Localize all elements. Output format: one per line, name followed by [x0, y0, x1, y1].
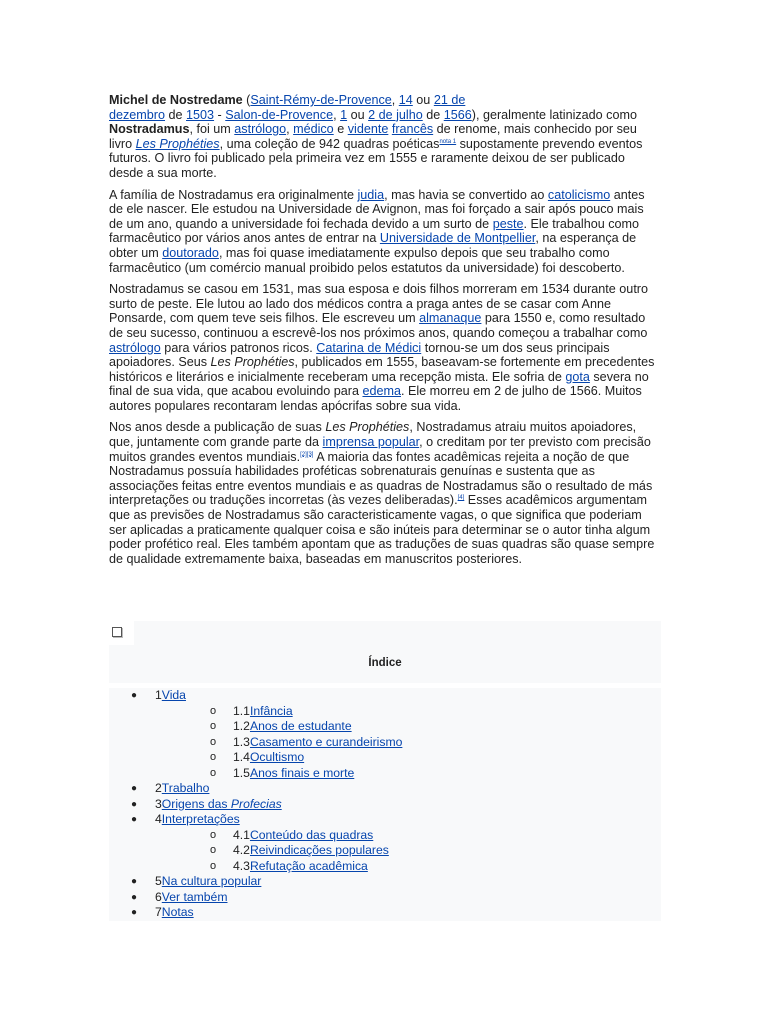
toc-item-label[interactable]	[250, 843, 389, 857]
toc-item-number	[233, 735, 402, 751]
nostradamus-bold: Nostradamus	[109, 122, 190, 137]
toc-item-label[interactable]	[250, 750, 304, 764]
toc-item-number	[155, 688, 186, 704]
toc-item[interactable]	[109, 828, 661, 844]
article-body	[109, 93, 661, 573]
toc-item-number	[233, 704, 293, 720]
toc-item-label[interactable]	[162, 688, 186, 702]
toc-bullet: o	[210, 859, 217, 872]
toc-item[interactable]	[109, 797, 661, 813]
toc-label-text: Reivindicações populares	[249, 843, 389, 857]
toc-label-text: Origens das	[161, 796, 231, 811]
toc-label-text: Na cultura popular	[161, 874, 262, 888]
link-vidente[interactable]: vidente	[347, 122, 389, 137]
link-catarina[interactable]: Catarina de Médici	[316, 340, 422, 355]
toc-item[interactable]	[109, 874, 661, 890]
toc-number: 2	[155, 781, 162, 795]
toc-item-number	[155, 781, 209, 797]
footnote-2-3[interactable]: [2][3]	[300, 451, 314, 458]
footnote-nota-1[interactable]: nota 1	[439, 138, 457, 145]
link-doutorado[interactable]: doutorado	[162, 245, 219, 260]
text: , Nostradamus atraiu muitos apoiadores, que, juntamente com grande parte da	[109, 420, 637, 450]
text: A maioria das fontes acadêmicas rejeita a noção de que Nostradamus possuía habilidades proféticas sobrenaturais genuínas e sustenta que as associações feitas entre eventos mundiais e as quadras de Nostradamus são o resultado de más interpretações ou traduções incorretas (às vezes deliberadas).	[109, 449, 653, 508]
toc-item-number	[233, 843, 389, 859]
text: de renome, mais conhecido por seu livro	[109, 122, 637, 151]
toc-item[interactable]	[109, 781, 661, 797]
text: tornou-se um dos seus principais apoiadores. Seus	[109, 340, 610, 370]
toc-number: 3	[155, 796, 162, 811]
text: . Ele trabalhou como farmacêutico por vários anos antes de entrar na	[109, 216, 640, 246]
toc-label-text: Refutação acadêmica	[249, 858, 368, 873]
link-14[interactable]: 14	[398, 93, 413, 107]
text: Nostradamus se casou em 1531, mas sua esposa e dois filhos morreram em 1534 durante outro surto de peste. Ele lutou ao lado dos médicos contra a praga antes de se casar com Anne Ponsarde, com quem teve seis filhos. Ele escreveu um	[109, 282, 649, 326]
toc-label-text: Notas	[161, 905, 194, 919]
link-dezembro[interactable]: dezembro	[109, 107, 166, 122]
toc-label-text: Ver também	[161, 889, 228, 904]
toc-number: 4.1	[233, 827, 250, 842]
text: supostamente prevendo eventos futuros. O livro foi publicado pela primeira vez em 1555 e raramente deixou de ser publicado desde a sua morte.	[109, 136, 643, 180]
toc-item-label[interactable]	[250, 828, 373, 842]
link-peste[interactable]: peste	[492, 216, 524, 231]
toc-item-label[interactable]	[162, 797, 282, 811]
toc-label-italic: Profecias	[230, 796, 282, 811]
link-1503[interactable]: 1503	[186, 107, 215, 122]
toc-item[interactable]	[109, 812, 661, 828]
italic-title: Les Prophéties	[210, 355, 295, 370]
toc-number: 7	[155, 905, 162, 919]
subject-name: Michel de Nostredame	[109, 93, 243, 107]
toc-label-text: Interpretações	[161, 812, 240, 826]
toc-item-number	[233, 766, 354, 782]
link-saint-remy[interactable]: Saint-Rémy-de-Provence	[250, 93, 392, 107]
text: , foi um	[189, 122, 235, 137]
toc-label-text: Conteúdo das quadras	[249, 827, 374, 842]
toc-number: 1.1	[233, 703, 250, 718]
text: severa no final de sua vida, que acabou evoluindo para	[109, 369, 649, 399]
paragraph-family	[109, 188, 661, 276]
toc-number: 4.3	[233, 858, 250, 873]
text: -	[214, 107, 226, 122]
toc-header	[109, 645, 661, 683]
text: ou	[412, 93, 434, 107]
toc-bullet: ●	[131, 907, 138, 918]
toc-bullet: ●	[131, 798, 138, 810]
text: A família de Nostradamus era originalmente	[109, 187, 358, 202]
text: ,	[286, 122, 294, 137]
toc-item-number	[155, 874, 261, 890]
text: de	[165, 107, 187, 122]
toc-item-label[interactable]	[250, 704, 293, 718]
link-les-propheties[interactable]: Les Prophéties	[135, 136, 220, 151]
toc-item-label[interactable]	[250, 735, 402, 749]
toc-item-label[interactable]	[162, 781, 210, 795]
link-medico[interactable]: médico	[293, 122, 334, 137]
toc-item-label[interactable]	[250, 766, 354, 780]
toc-bullet: o	[210, 751, 217, 763]
toc-toggle-checkbox[interactable]	[112, 627, 122, 637]
text: . Ele morreu em 2 de julho de 1566. Muitos autores populares recontaram lendas apócrifas sobre sua vida.	[109, 384, 642, 413]
text: ou	[347, 107, 369, 122]
toc-item[interactable]	[109, 704, 661, 720]
link-frances[interactable]: francês	[391, 122, 434, 137]
toc-bullet: ●	[131, 814, 138, 825]
toc-item[interactable]	[109, 735, 661, 751]
text: , uma coleção de 942 quadras poéticas	[219, 136, 440, 151]
link-astrologo-2[interactable]: astrólogo	[109, 340, 161, 355]
link-gota[interactable]: gota	[565, 369, 590, 384]
toc-label-text: Anos de estudante	[249, 719, 352, 733]
toc-number: 4	[155, 812, 162, 826]
footnote-4[interactable]: [4]	[457, 495, 465, 502]
toc-item-number	[155, 797, 282, 813]
link-judia[interactable]: judia	[357, 187, 385, 202]
toc-label-text: Vida	[161, 688, 186, 702]
toc-bullet: ●	[131, 891, 138, 903]
toc-number: 6	[155, 889, 162, 904]
toc-label-text: Infância	[249, 703, 293, 718]
toc-item-label[interactable]	[162, 905, 194, 919]
text: (	[242, 93, 251, 107]
toc-item[interactable]	[109, 766, 661, 782]
link-imprensa-popular[interactable]: imprensa popular	[322, 435, 420, 450]
toc-toggle-row	[109, 621, 661, 645]
toc-bullet: ●	[131, 783, 138, 794]
toc-bullet: o	[210, 735, 217, 748]
toc-number: 1	[155, 688, 162, 702]
toc-bullet: ●	[131, 690, 138, 701]
toc-number: 1.4	[233, 750, 250, 764]
link-2-de-julho[interactable]: 2 de julho	[368, 107, 423, 122]
toc-label-text: Ocultismo	[249, 750, 305, 764]
link-catolicismo[interactable]: catolicismo	[547, 187, 611, 202]
toc-bullet: ●	[131, 876, 138, 887]
link-1[interactable]: 1	[340, 107, 348, 122]
toc-item-label[interactable]	[250, 859, 368, 873]
toc-number: 1.2	[233, 719, 250, 733]
toc-item-number	[233, 859, 368, 875]
toc-item[interactable]	[109, 688, 661, 704]
toc-item[interactable]	[109, 905, 661, 921]
link-montpellier[interactable]: Universidade de Montpellier	[379, 231, 536, 246]
link-almanaque[interactable]: almanaque	[419, 311, 482, 326]
toc-bullet: o	[210, 766, 217, 779]
paragraph-legacy	[109, 420, 661, 566]
toc-item-label[interactable]	[162, 890, 228, 904]
link-21-de[interactable]: 21 de	[433, 93, 466, 107]
toc-label-text: Casamento e curandeirismo	[249, 734, 403, 749]
text: para 1550 e, como resultado de seu sucesso, continuou a escrevê-los nos próximos anos, quando começou a trabalhar como	[109, 311, 648, 340]
text: , na esperança de obter um	[109, 231, 637, 260]
text: ), geralmente latinizado como	[471, 107, 637, 122]
text: , mas foi quase imediatamente expulso depois que seu trabalho como farmacêutico (um comércio manual proibido pelos estatutos da universidade) foi descoberto.	[109, 245, 625, 275]
text: antes de ele nascer. Ele estudou na Universidade de Avignon, mas foi forçado a sair após pouco mais de um ano, quando a universidade foi fechada devido a um surto de	[109, 187, 645, 231]
text: e	[333, 122, 348, 137]
link-1566[interactable]: 1566	[443, 107, 472, 122]
toc-item-number	[155, 812, 240, 828]
toc-item-number	[233, 719, 352, 735]
text: ,	[391, 93, 399, 107]
text: Nos anos desde a publicação de suas	[109, 420, 326, 435]
toc-number: 1.5	[233, 765, 250, 780]
toc-item-number	[233, 750, 304, 766]
paragraph-intro	[109, 93, 661, 181]
text: , o creditam por ter previsto com precisão muitos grandes eventos mundiais.	[109, 435, 651, 464]
toc-item[interactable]	[109, 890, 661, 906]
link-astrologo[interactable]: astrólogo	[234, 122, 287, 137]
toc-label-text: Trabalho	[161, 781, 210, 795]
toc-bullet: o	[210, 828, 217, 841]
toc-bullet: o	[210, 720, 217, 732]
paragraph-marriage	[109, 282, 661, 413]
toc-item-number	[155, 890, 228, 906]
link-salon[interactable]: Salon-de-Provence	[225, 107, 334, 122]
toc-item[interactable]	[109, 719, 661, 735]
toc-item[interactable]	[109, 843, 661, 859]
link-edema[interactable]: edema	[362, 384, 401, 399]
toc-item-label[interactable]	[250, 719, 352, 733]
toc-number: 4.2	[233, 843, 250, 857]
toc-number: 5	[155, 874, 162, 888]
toc-number: 1.3	[233, 734, 250, 749]
toc-item-label[interactable]	[162, 874, 262, 888]
toc-item-number	[155, 905, 194, 921]
toc-title: Índice	[368, 657, 402, 669]
toc-item[interactable]	[109, 750, 661, 766]
toc-item-label[interactable]	[162, 812, 240, 826]
toc-label-text: Anos finais e morte	[249, 765, 355, 780]
toc-bullet: o	[210, 704, 217, 717]
toc-list	[109, 688, 661, 921]
toc-item[interactable]	[109, 859, 661, 875]
text: , mas havia se convertido ao	[384, 187, 548, 202]
text: Esses acadêmicos argumentam que as previsões de Nostradamus são caracteristicamente vagas, o que significa que poderiam ser aplicadas a praticamente qualquer coisa e são inúteis para determinar se o autor tinha algum poder profético real. Eles também apontam que as traduções de suas quadras são quase sempre de qualidade extremamente baixa, baseadas em manuscritos posteriores.	[109, 493, 655, 566]
toc-item-number	[233, 828, 373, 844]
text: de	[422, 107, 444, 122]
toc-bullet: o	[210, 844, 217, 856]
italic-title: Les Prophéties	[325, 420, 410, 435]
text: ,	[333, 107, 341, 122]
text: , publicados em 1555, baseavam-se fortemente em precedentes históricos e literários e inicialmente receberam uma recepção mista. Ele sofria de	[109, 355, 655, 384]
text: para vários patronos ricos.	[160, 340, 317, 355]
